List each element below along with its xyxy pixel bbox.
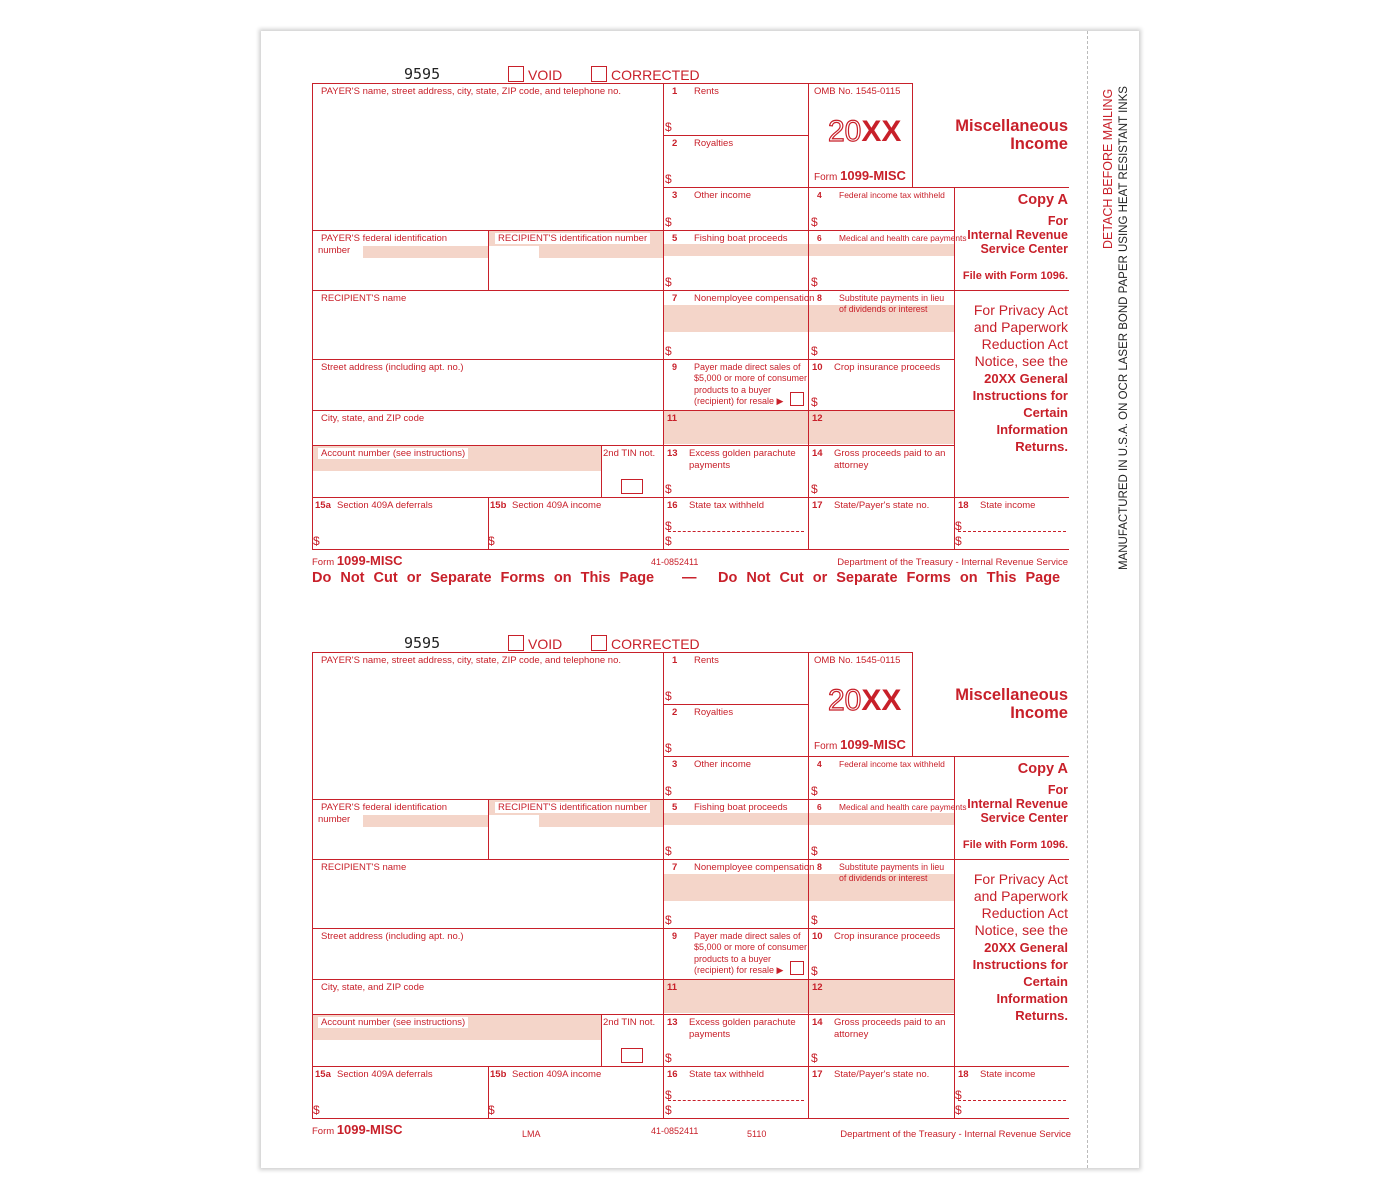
omb-number: OMB No. 1545-0115 (814, 86, 901, 97)
dollar-4: $ (811, 784, 818, 798)
second-tin-checkbox[interactable] (621, 479, 643, 494)
dollar-13: $ (665, 1051, 672, 1065)
dollar-1: $ (665, 120, 672, 134)
box-6-label: 6 Medical and health care payments (817, 233, 967, 243)
lma-label: LMA (522, 1129, 541, 1139)
void-checkbox[interactable] (508, 66, 524, 82)
box-4-label: 4 Federal income tax withheld (817, 759, 945, 769)
form-code: 9595 (404, 634, 441, 652)
void-checkbox[interactable] (508, 635, 524, 651)
box-1-label: 1 Rents (672, 86, 719, 97)
dollar-3: $ (665, 215, 672, 229)
dollar-16a: $ (665, 519, 672, 533)
form-title: Miscellaneous Income (955, 686, 1068, 722)
box-17-label: 17 State/Payer's state no. (812, 500, 930, 511)
box-9-checkbox[interactable] (790, 961, 804, 975)
box-18-label: 18 State income (958, 1069, 1036, 1080)
box-11-label: 11 (667, 982, 678, 993)
form-name-footer: Form 1099-MISC (312, 1122, 403, 1137)
account-label: Account number (see instructions) (318, 448, 468, 460)
city-label: City, state, and ZIP code (321, 413, 425, 424)
copy-a: Copy A (1017, 761, 1068, 777)
box-12-label: 12 (812, 413, 823, 424)
dollar-15a: $ (313, 1103, 320, 1117)
dollar-16b: $ (665, 1103, 672, 1117)
box-15a-label: 15a Section 409A deferrals (315, 500, 433, 511)
perforation-line (1087, 31, 1088, 1168)
dollar-6: $ (811, 275, 818, 289)
box-7-label: 7 Nonemployee compensation (672, 293, 815, 304)
box-10-label: 10 Crop insurance proceeds (812, 931, 941, 942)
dollar-7: $ (665, 913, 672, 927)
separator-right: Do Not Cut or Separate Forms on This Page (718, 570, 1061, 586)
box-15a-label: 15a Section 409A deferrals (315, 1069, 433, 1080)
street-label: Street address (including apt. no.) (321, 931, 464, 942)
box-4-label: 4 Federal income tax withheld (817, 190, 945, 200)
dollar-4: $ (811, 215, 818, 229)
box-10-label: 10 Crop insurance proceeds (812, 362, 941, 373)
second-tin-label: 2nd TIN not. (603, 448, 656, 459)
dollar-8: $ (811, 344, 818, 358)
dept-treasury: Department of the Treasury - Internal Revenue Service (840, 1129, 1071, 1140)
box-17-label: 17 State/Payer's state no. (812, 1069, 930, 1080)
box-16-label: 16 State tax withheld (667, 1069, 764, 1080)
form-name-top: Form 1099-MISC (814, 737, 906, 752)
dollar-15b: $ (488, 1103, 495, 1117)
dollar-10: $ (811, 395, 818, 409)
corrected-label: CORRECTED (611, 636, 700, 652)
recipient-name-label: RECIPIENT'S name (321, 293, 407, 304)
dollar-3: $ (665, 784, 672, 798)
box-3-label: 3 Other income (672, 190, 752, 201)
separator-left: Do Not Cut or Separate Forms on This Page (312, 570, 655, 586)
detach-text: DETACH BEFORE MAILING (1101, 88, 1115, 249)
recipient-name-label: RECIPIENT'S name (321, 862, 407, 873)
file-with: File with Form 1096. (962, 839, 1068, 851)
dollar-2: $ (665, 741, 672, 755)
manufactured-text: MANUFACTURED IN U.S.A. ON OCR LASER BOND PAPER USING HEAT RESISTANT INKS (1118, 86, 1130, 570)
dollar-18b: $ (955, 1103, 962, 1117)
dollar-18a: $ (955, 519, 962, 533)
box-9-label: 9 Payer made direct sales of $5,000 or more of consumer products to a buyer (recipient) for resale ▶ (672, 362, 808, 406)
account-label: Account number (see instructions) (318, 1017, 468, 1029)
void-label: VOID (528, 67, 563, 83)
corrected-checkbox[interactable] (591, 635, 607, 651)
code-5110: 5110 (747, 1129, 767, 1139)
form-code: 9595 (404, 65, 441, 83)
box-11-label: 11 (667, 413, 678, 424)
payer-fin-label: PAYER'S federal identification number (318, 802, 448, 825)
box-16-label: 16 State tax withheld (667, 500, 764, 511)
dollar-14: $ (811, 482, 818, 496)
second-tin-label: 2nd TIN not. (603, 1017, 656, 1028)
corrected-checkbox[interactable] (591, 66, 607, 82)
box-5-label: 5 Fishing boat proceeds (672, 802, 788, 813)
payer-name-label: PAYER'S name, street address, city, state, ZIP code, and telephone no. (321, 655, 621, 666)
file-with: File with Form 1096. (962, 270, 1068, 282)
separator-dash: — (682, 570, 697, 586)
dollar-10: $ (811, 964, 818, 978)
box-13-label: 13 Excess golden parachute payments (667, 1017, 796, 1040)
catalog-number: 41-0852411 (651, 557, 699, 567)
dollar-6: $ (811, 844, 818, 858)
payer-name-label: PAYER'S name, street address, city, state, ZIP code, and telephone no. (321, 86, 621, 97)
box-3-label: 3 Other income (672, 759, 752, 770)
corrected-label: CORRECTED (611, 67, 700, 83)
dept-treasury: Department of the Treasury - Internal Revenue Service (837, 557, 1068, 568)
dollar-8: $ (811, 913, 818, 927)
copy-a: Copy A (1017, 192, 1068, 208)
omb-number: OMB No. 1545-0115 (814, 655, 901, 666)
city-label: City, state, and ZIP code (321, 982, 425, 993)
dollar-18b: $ (955, 534, 962, 548)
box-18-label: 18 State income (958, 500, 1036, 511)
dollar-16b: $ (665, 534, 672, 548)
tax-year: 20XX (828, 684, 902, 717)
box-12-label: 12 (812, 982, 823, 993)
privacy-notice: For Privacy Act and Paperwork Reduction Act Notice, see the 20XX General Instructions for Certain Information Returns. (972, 302, 1068, 454)
box-13-label: 13 Excess golden parachute payments (667, 448, 796, 471)
form-name-footer: Form 1099-MISC (312, 553, 403, 568)
box-6-label: 6 Medical and health care payments (817, 802, 967, 812)
form-name-top: Form 1099-MISC (814, 168, 906, 183)
tax-year: 20XX (828, 115, 902, 148)
dollar-14: $ (811, 1051, 818, 1065)
form-title: Miscellaneous Income (955, 117, 1068, 153)
form-1099-misc (312, 65, 1069, 568)
box-14-label: 14 Gross proceeds paid to an attorney (812, 448, 946, 471)
dollar-13: $ (665, 482, 672, 496)
privacy-notice: For Privacy Act and Paperwork Reduction Act Notice, see the 20XX General Instructions for Certain Information Returns. (972, 871, 1068, 1023)
box-8-label: 8 Substitute payments in lieu of dividends or interest (817, 293, 945, 314)
box-9-label: 9 Payer made direct sales of $5,000 or more of consumer products to a buyer (recipient) for resale ▶ (672, 931, 808, 975)
void-label: VOID (528, 636, 563, 652)
box-2-label: 2 Royalties (672, 138, 734, 149)
dollar-5: $ (665, 844, 672, 858)
dollar-18a: $ (955, 1088, 962, 1102)
dollar-15b: $ (488, 534, 495, 548)
irs-center: For Internal Revenue Service Center (967, 783, 1068, 825)
irs-center: For Internal Revenue Service Center (967, 214, 1068, 256)
dollar-5: $ (665, 275, 672, 289)
box-2-label: 2 Royalties (672, 707, 734, 718)
catalog-number: 41-0852411 (651, 1126, 699, 1136)
form-1099-misc (312, 634, 1071, 1140)
dollar-7: $ (665, 344, 672, 358)
box-9-checkbox[interactable] (790, 392, 804, 406)
street-label: Street address (including apt. no.) (321, 362, 464, 373)
box-7-label: 7 Nonemployee compensation (672, 862, 815, 873)
second-tin-checkbox[interactable] (621, 1048, 643, 1063)
dollar-15a: $ (313, 534, 320, 548)
box-1-label: 1 Rents (672, 655, 719, 666)
dollar-16a: $ (665, 1088, 672, 1102)
box-14-label: 14 Gross proceeds paid to an attorney (812, 1017, 946, 1040)
box-15b-label: 15b Section 409A income (490, 500, 602, 511)
box-8-label: 8 Substitute payments in lieu of dividends or interest (817, 862, 945, 883)
dollar-1: $ (665, 689, 672, 703)
box-5-label: 5 Fishing boat proceeds (672, 233, 788, 244)
box-15b-label: 15b Section 409A income (490, 1069, 602, 1080)
payer-fin-label: PAYER'S federal identification number (318, 233, 448, 256)
recipient-in-label: RECIPIENT'S identification number (495, 802, 655, 814)
recipient-in-label: RECIPIENT'S identification number (495, 233, 655, 245)
dollar-2: $ (665, 172, 672, 186)
